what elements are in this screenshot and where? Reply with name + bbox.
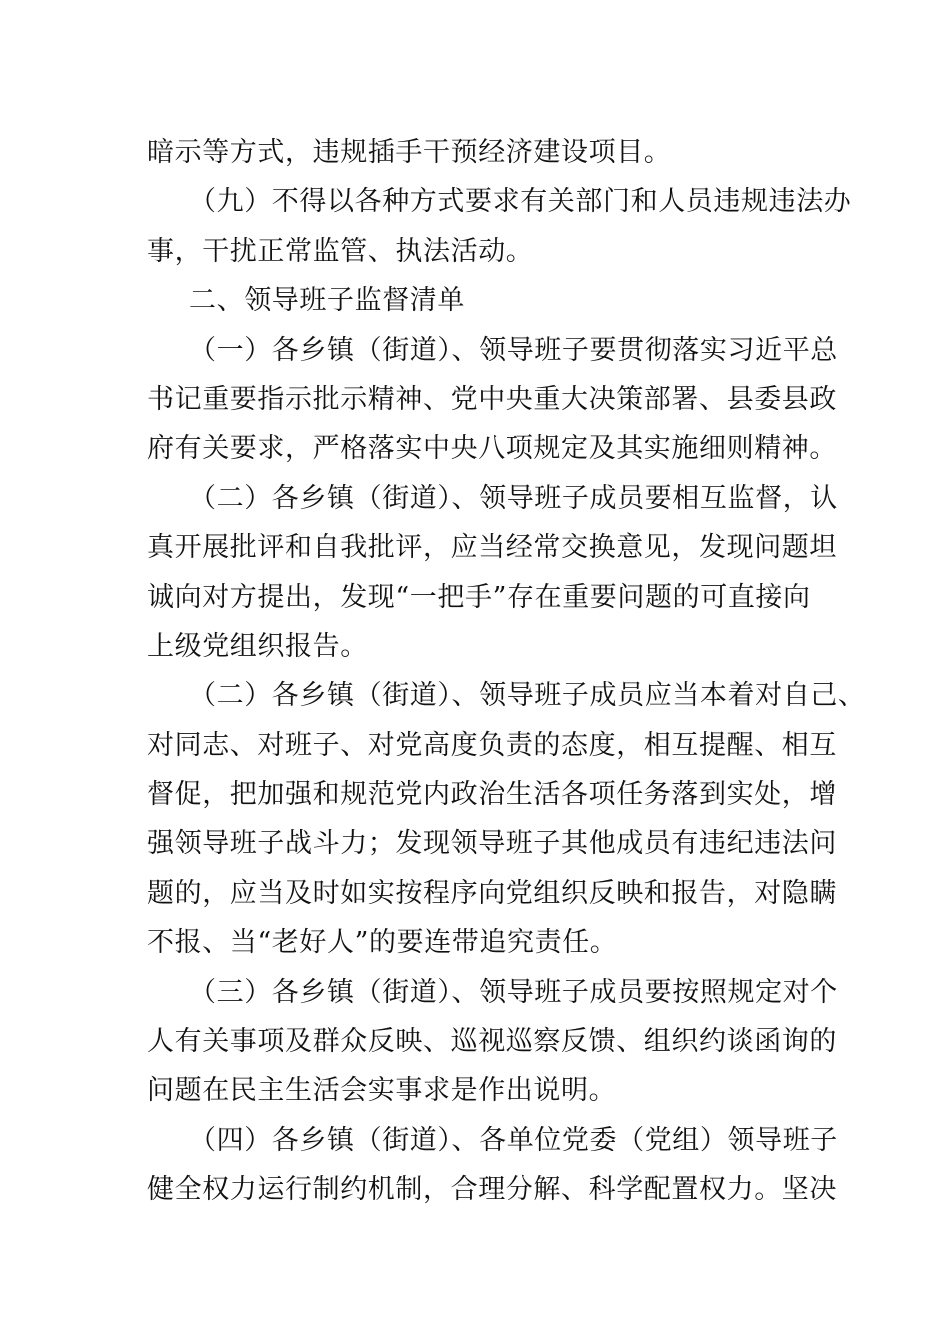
text-line: 诚向对方提出，发现“一把手”存在重要问题的可直接向 — [147, 581, 811, 613]
text-line: 健全权力运行制约机制，合理分解、科学配置权力。坚决 — [147, 1174, 837, 1206]
text-line: 真开展批评和自我批评，应当经常交换意见，发现问题坦 — [147, 532, 837, 564]
text-line: 府有关要求，严格落实中央八项规定及其实施细则精神。 — [147, 433, 837, 465]
text-line: 对同志、对班子、对党高度负责的态度，相互提醒、相互 — [147, 729, 837, 761]
text-line: 问题在民主生活会实事求是作出说明。 — [147, 1075, 617, 1107]
paragraph-four-line-1: （四）各乡镇（街道）、各单位党委（党组）领导班子 — [189, 1124, 838, 1156]
text-line: 督促，把加强和规范党内政治生活各项任务落到实处，增 — [147, 779, 837, 811]
text-line: 题的，应当及时如实按程序向党组织反映和报告，对隐瞒 — [147, 877, 837, 909]
paragraph-nine-line-1: （九）不得以各种方式要求有关部门和人员违规违法办 — [189, 186, 852, 218]
section-heading: 二、领导班子监督清单 — [189, 285, 465, 317]
text-line: 人有关事项及群众反映、巡视巡察反馈、组织约谈函询的 — [147, 1026, 837, 1058]
text-line: 上级党组织报告。 — [147, 630, 368, 662]
text-line: 暗示等方式，违规插手干预经济建设项目。 — [147, 137, 672, 168]
paragraph-two-b-line-1: （二）各乡镇（街道）、领导班子成员应当本着对自己、 — [189, 680, 866, 712]
text-line: 事，干扰正常监管、执法活动。 — [147, 235, 534, 267]
document-body — [147, 128, 866, 1215]
text-line: 不报、当“老好人”的要连带追究责任。 — [147, 927, 618, 959]
text-line: 书记重要指示批示精神、党中央重大决策部署、县委县政 — [147, 383, 837, 415]
paragraph-two-line-1: （二）各乡镇（街道）、领导班子成员要相互监督，认 — [189, 482, 838, 514]
text-line: 强领导班子战斗力；发现领导班子其他成员有违纪违法问 — [147, 828, 837, 860]
paragraph-one-line-1: （一）各乡镇（街道）、领导班子要贯彻落实习近平总 — [189, 334, 838, 366]
paragraph-three-line-1: （三）各乡镇（街道）、领导班子成员要按照规定对个 — [189, 976, 838, 1008]
